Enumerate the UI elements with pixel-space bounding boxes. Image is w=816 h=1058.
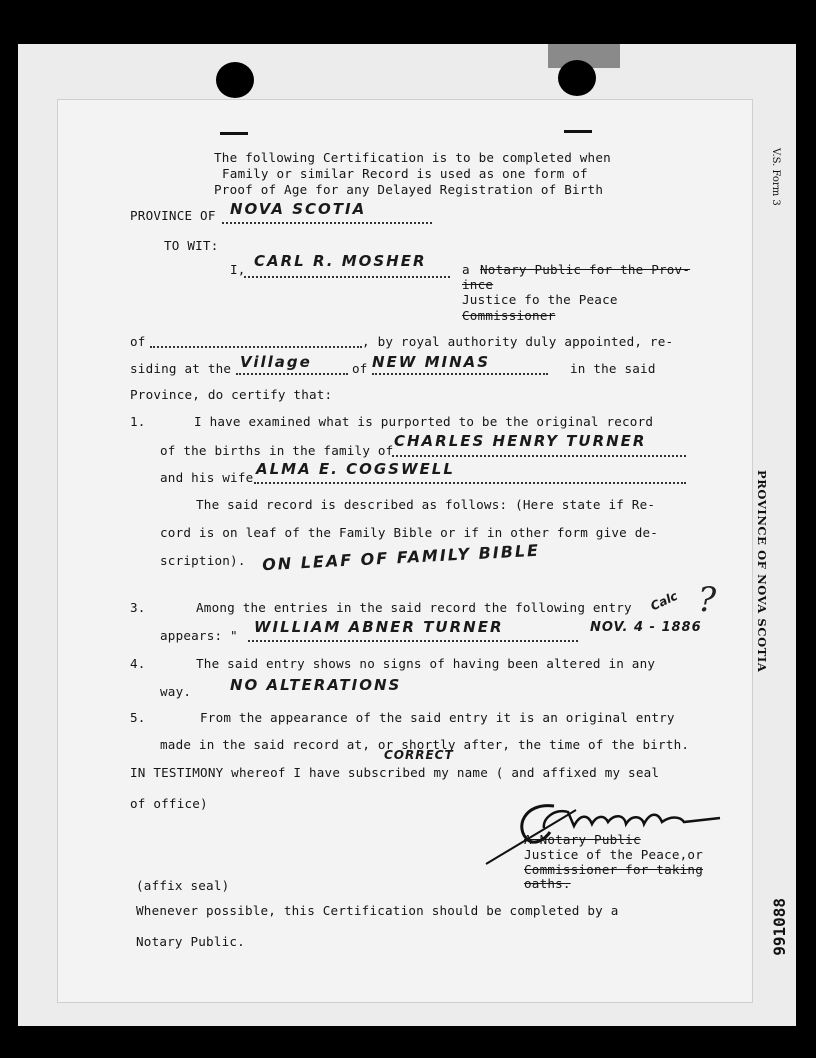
residing-text-1: siding at the — [130, 361, 232, 376]
certifier-dots — [244, 276, 450, 278]
question-mark-annotation: ? — [698, 580, 717, 620]
clip-mark-right — [564, 130, 592, 133]
sig-kept: Justice of the Peace,or — [524, 847, 703, 862]
item-1-number: 1. — [130, 414, 146, 429]
to-wit: TO WIT: — [164, 238, 219, 253]
residing-text-3: in the said — [570, 361, 656, 376]
testimony-line-2: of office) — [130, 796, 208, 811]
item-1-line-1: I have examined what is purported to be the original record — [194, 414, 654, 429]
province-dots — [222, 222, 432, 224]
item-5-line-1: From the appearance of the said entry it is an original entry — [200, 710, 675, 725]
punch-hole-right — [558, 60, 596, 96]
description-line-1: The said record is described as follows: (Here state if Re- — [196, 497, 656, 512]
role-struck-1: Notary Public for the Prov- — [480, 262, 691, 277]
father-dots — [392, 455, 686, 457]
father-name: CHARLES HENRY TURNER — [394, 432, 647, 450]
item-3-line-1: Among the entries in the said record the following entry — [196, 600, 632, 615]
province-value: NOVA SCOTIA — [230, 200, 367, 218]
header-line-1: The following Certification is to be completed when — [214, 150, 611, 165]
entry-date: NOV. 4 - 1886 — [590, 620, 702, 635]
item-4-line-1: The said entry shows no signs of having been altered in any — [196, 656, 656, 671]
affix-seal: (affix seal) — [136, 878, 230, 893]
role-struck-3: Commissioner — [462, 308, 556, 323]
item-4-line-2: way. — [160, 684, 192, 699]
item-1-line-3: and his wife — [160, 470, 254, 485]
province-label: PROVINCE OF — [130, 208, 216, 223]
description-line-2: cord is on leaf of the Family Bible or if in other form give de- — [160, 525, 659, 540]
province-line: Province, do certify that: — [130, 387, 333, 402]
role-kept: Justice fo the Peace — [462, 292, 618, 307]
item-4-number: 4. — [130, 656, 146, 671]
punch-hole-left — [216, 62, 254, 98]
record-description: ON LEAF OF FAMILY BIBLE — [261, 540, 541, 575]
header-line-2: Family or similar Record is used as one form of — [222, 166, 588, 181]
serial-number: 991088 — [770, 898, 789, 956]
certifier-name: CARL R. MOSHER — [254, 252, 427, 270]
of-line-text: , by royal authority duly appointed, re- — [362, 334, 674, 349]
clip-mark-left — [220, 132, 248, 135]
place-type-dots — [236, 373, 348, 375]
of-dots — [150, 346, 362, 348]
header-line-3: Proof of Age for any Delayed Registration of Birth — [214, 182, 604, 197]
correct-annotation: CORRECT — [384, 748, 454, 762]
role-a: a — [462, 262, 470, 277]
residing-text-2: of — [352, 361, 368, 376]
testimony-line-1: IN TESTIMONY whereof I have subscribed my name ( and affixed my seal — [130, 765, 660, 780]
place-name: NEW MINAS — [372, 353, 491, 371]
role-struck-2: ince — [462, 277, 494, 292]
sig-struck-2: Commissioner for taking — [524, 862, 703, 877]
footer-note-1: Whenever possible, this Certification should be completed by a — [136, 903, 619, 918]
item-5-line-2: made in the said record at, or shortly after, the time of the birth. — [160, 737, 690, 752]
item-3-number: 3. — [130, 600, 146, 615]
province-side-label: PROVINCE OF NOVA SCOTIA — [755, 470, 769, 673]
certifier-prefix: I, — [230, 262, 246, 277]
sig-struck-1: A Notary Public — [524, 832, 641, 847]
description-line-3: scription). — [160, 553, 246, 568]
mother-dots — [254, 482, 686, 484]
alterations-note: NO ALTERATIONS — [230, 676, 402, 694]
sig-struck-3: oaths. — [524, 876, 571, 891]
footer-note-2: Notary Public. — [136, 934, 245, 949]
item-5-number: 5. — [130, 710, 146, 725]
item-3-line-2: appears: " — [160, 628, 238, 643]
entry-name: WILLIAM ABNER TURNER — [254, 618, 504, 636]
of-label: of — [130, 334, 146, 349]
mother-name: ALMA E. COGSWELL — [256, 460, 455, 478]
form-id: V.S. Form 3 — [770, 148, 781, 206]
place-name-dots — [372, 373, 548, 375]
entry-note: Calc — [648, 588, 680, 614]
item-1-line-2: of the births in the family of — [160, 443, 394, 458]
place-type: Village — [240, 353, 312, 371]
entry-dots — [248, 640, 578, 642]
